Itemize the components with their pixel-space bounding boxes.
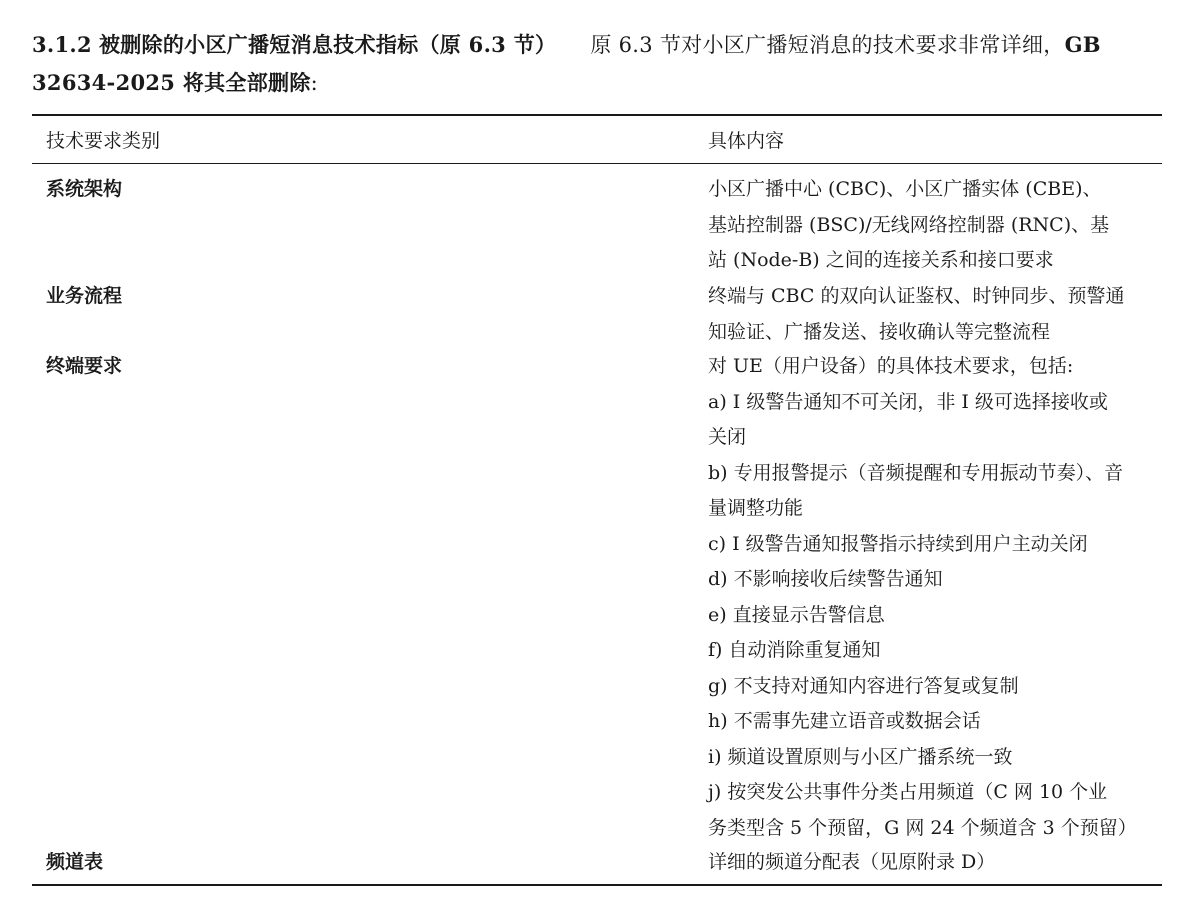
requirement-item-h: h) 不需事先建立语音或数据会话 (708, 710, 981, 732)
content-line: 详细的频道分配表（见原附录 D） (708, 851, 996, 873)
row-category: 频道表 (46, 851, 104, 873)
row-category: 系统架构 (46, 178, 123, 200)
requirement-item-j-cont: 务类型含 5 个预留，G 网 24 个频道含 3 个预留） (708, 816, 1137, 839)
content-line: 小区广播中心 (CBC)、小区广播实体 (CBE)、 (708, 178, 1102, 200)
section-title: 被删除的小区广播短消息技术指标（原 6.3 节） (98, 32, 557, 57)
requirement-item-b: b) 专用报警提示（音频提醒和专用振动节奏）、音 (708, 461, 1124, 484)
section-intro: 原 6.3 节对小区广播短消息的技术要求非常详细， (590, 33, 1065, 57)
row-category: 终端要求 (46, 355, 123, 377)
table-top-rule (32, 114, 1162, 116)
requirement-item-b-cont: 量调整功能 (708, 497, 804, 519)
content-line: 知验证、广播发送、接收确认等完整流程 (708, 320, 1051, 343)
row-content (708, 279, 1148, 350)
row-content (708, 172, 1148, 279)
section-heading (32, 26, 1142, 102)
section-standard-prefix: GB (1064, 32, 1101, 57)
section-number: 3.1.2 (32, 32, 92, 57)
section-intro-tail: : (310, 71, 319, 95)
table-bottom-rule (32, 884, 1162, 886)
row-category: 业务流程 (46, 285, 123, 307)
content-line: 基站控制器 (BSC)/无线网络控制器 (RNC)、基 (708, 213, 1110, 236)
requirement-item-f: f) 自动消除重复通知 (708, 639, 881, 661)
requirement-item-g: g) 不支持对通知内容进行答复或复制 (708, 674, 1019, 697)
column-header-category: 技术要求类别 (46, 130, 161, 152)
requirement-item-j: j) 按突发公共事件分类占用频道（C 网 10 个业 (708, 781, 1108, 803)
requirement-item-a: a) I 级警告通知不可关闭，非 I 级可选择接收或 (708, 390, 1108, 413)
row-content (708, 349, 1148, 846)
requirement-item-c: c) I 级警告通知报警指示持续到用户主动关闭 (708, 532, 1088, 555)
table-header-rule (32, 163, 1162, 164)
content-line: 站 (Node-B) 之间的连接关系和接口要求 (708, 249, 1054, 271)
requirement-item-a-cont: 关闭 (708, 426, 747, 448)
content-line: 终端与 CBC 的双向认证鉴权、时钟同步、预警通 (708, 285, 1125, 307)
row-content (708, 845, 1148, 881)
content-line: 对 UE（用户设备）的具体技术要求，包括: (708, 355, 1074, 377)
requirement-item-e: e) 直接显示告警信息 (708, 603, 885, 626)
column-header-content: 具体内容 (708, 130, 785, 152)
requirement-item-i: i) 频道设置原则与小区广播系统一致 (708, 745, 1013, 768)
requirement-item-d: d) 不影响接收后续警告通知 (708, 568, 943, 590)
section-standard-number: 32634-2025 将其全部删除 (32, 70, 311, 95)
